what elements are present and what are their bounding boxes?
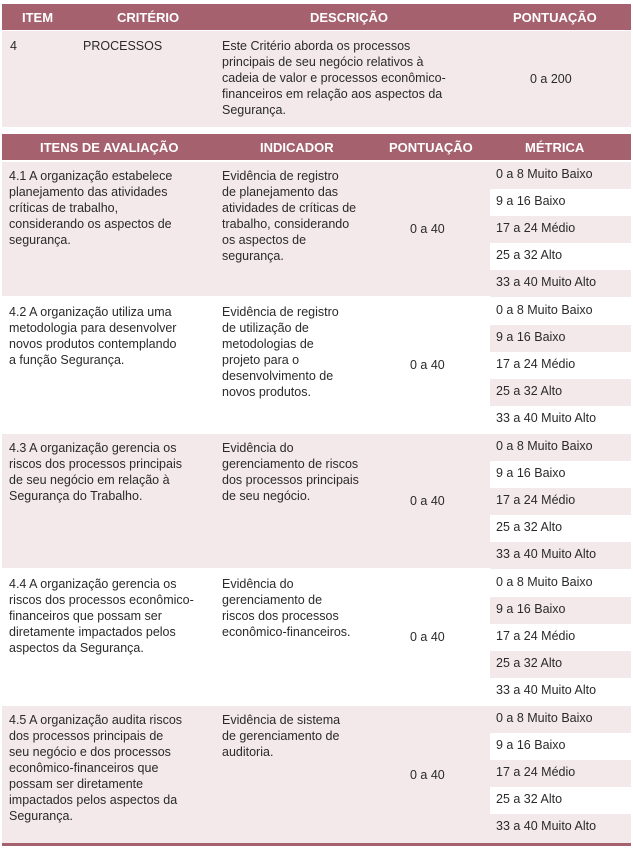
metric-alto: 25 a 32 Alto <box>490 379 631 406</box>
metric-medio: 17 a 24 Médio <box>490 216 631 243</box>
metric-list <box>490 162 631 296</box>
row-item-text: 4.1 A organização estabelece planejamento das atividades críticas de trabalho, considerando os aspectos de segurança. <box>9 169 173 247</box>
table-bottom-border <box>2 843 631 846</box>
metric-muito-baixo: 0 a 8 Muito Baixo <box>490 570 631 597</box>
row-item-text: 4.3 A organização gerencia os riscos dos processos principais de seu negócio em relação à Segurança do Trabalho. <box>9 441 182 503</box>
header-pontuacao: PONTUAÇÃO <box>513 10 597 25</box>
metric-list <box>490 434 631 568</box>
metric-list <box>490 706 631 843</box>
metric-alto: 25 a 32 Alto <box>490 787 631 814</box>
evaluation-row-4-5 <box>2 706 631 843</box>
evaluation-row-4-2 <box>2 298 631 432</box>
row-pontuacao: 0 a 40 <box>410 358 445 372</box>
row-indicador-text: Evidência do gerenciamento de riscos dos processos principais de seu negócio. <box>222 441 359 503</box>
metric-list <box>490 298 631 432</box>
metric-baixo: 9 a 16 Baixo <box>490 461 631 488</box>
metric-medio: 17 a 24 Médio <box>490 352 631 379</box>
metric-baixo: 9 a 16 Baixo <box>490 325 631 352</box>
metric-alto: 25 a 32 Alto <box>490 651 631 678</box>
evaluation-row-4-1 <box>2 162 631 296</box>
evaluation-row-4-3 <box>2 434 631 568</box>
metric-medio: 17 a 24 Médio <box>490 760 631 787</box>
metric-alto: 25 a 32 Alto <box>490 243 631 270</box>
header-metrica: MÉTRICA <box>525 140 585 155</box>
metric-muito-alto: 33 a 40 Muito Alto <box>490 678 631 705</box>
metric-muito-alto: 33 a 40 Muito Alto <box>490 270 631 297</box>
criteria-item: 4 <box>10 39 17 53</box>
header-indicador: INDICADOR <box>260 140 334 155</box>
metric-list <box>490 570 631 704</box>
metric-baixo: 9 a 16 Baixo <box>490 189 631 216</box>
metric-medio: 17 a 24 Médio <box>490 488 631 515</box>
row-pontuacao: 0 a 40 <box>410 768 445 782</box>
row-item-text: 4.2 A organização utiliza uma metodologia para desenvolver novos produtos contemplando a função Segurança. <box>9 305 177 367</box>
metric-baixo: 9 a 16 Baixo <box>490 597 631 624</box>
metric-muito-baixo: 0 a 8 Muito Baixo <box>490 706 631 733</box>
metric-muito-baixo: 0 a 8 Muito Baixo <box>490 434 631 461</box>
row-pontuacao: 0 a 40 <box>410 630 445 644</box>
metric-muito-alto: 33 a 40 Muito Alto <box>490 542 631 569</box>
row-indicador-text: Evidência de sistema de gerenciamento de auditoria. <box>222 713 341 759</box>
metric-muito-alto: 33 a 40 Muito Alto <box>490 814 631 843</box>
metric-medio: 17 a 24 Médio <box>490 624 631 651</box>
evaluation-header-row <box>2 134 631 160</box>
header-itens: ITENS DE AVALIAÇÃO <box>40 140 179 155</box>
row-pontuacao: 0 a 40 <box>410 222 445 236</box>
row-indicador-text: Evidência de registro de utilização de metodologias de projeto para o desenvolvimento de novos produtos. <box>222 305 339 399</box>
row-indicador-text: Evidência de registro de planejamento das atividades de críticas de trabalho, considerando os aspectos de segurança. <box>222 169 357 263</box>
criteria-pontuacao: 0 a 200 <box>530 72 572 86</box>
criteria-row <box>2 31 631 127</box>
metric-muito-alto: 33 a 40 Muito Alto <box>490 406 631 433</box>
metric-muito-baixo: 0 a 8 Muito Baixo <box>490 162 631 189</box>
evaluation-row-4-4 <box>2 570 631 704</box>
criteria-descricao: Este Critério aborda os processos principais de seu negócio relativos à cadeia de valor e processos econômico- financeiros em relação aos aspectos da Segurança. <box>222 39 446 117</box>
row-pontuacao: 0 a 40 <box>410 494 445 508</box>
criteria-header-row <box>2 4 631 30</box>
header-item: ITEM <box>22 10 54 25</box>
metric-alto: 25 a 32 Alto <box>490 515 631 542</box>
metric-baixo: 9 a 16 Baixo <box>490 733 631 760</box>
metric-muito-baixo: 0 a 8 Muito Baixo <box>490 298 631 325</box>
header-descricao: DESCRIÇÃO <box>310 10 389 25</box>
header-criterio: CRITÉRIO <box>117 10 180 25</box>
criteria-criterio: PROCESSOS <box>83 39 163 53</box>
row-indicador-text: Evidência do gerenciamento de riscos dos processos econômico-financeiros. <box>222 577 351 639</box>
row-item-text: 4.4 A organização gerencia os riscos dos processos econômico- financeiros que possam ser diretamente impactados pelos aspectos da Segurança. <box>9 577 194 655</box>
row-item-text: 4.5 A organização audita riscos dos processos principais de seu negócio e dos processos econômico-financeiros que possam ser diretamente impactados pelos aspectos da Segurança. <box>9 713 183 823</box>
header-pontuacao-eval: PONTUAÇÃO <box>389 140 473 155</box>
